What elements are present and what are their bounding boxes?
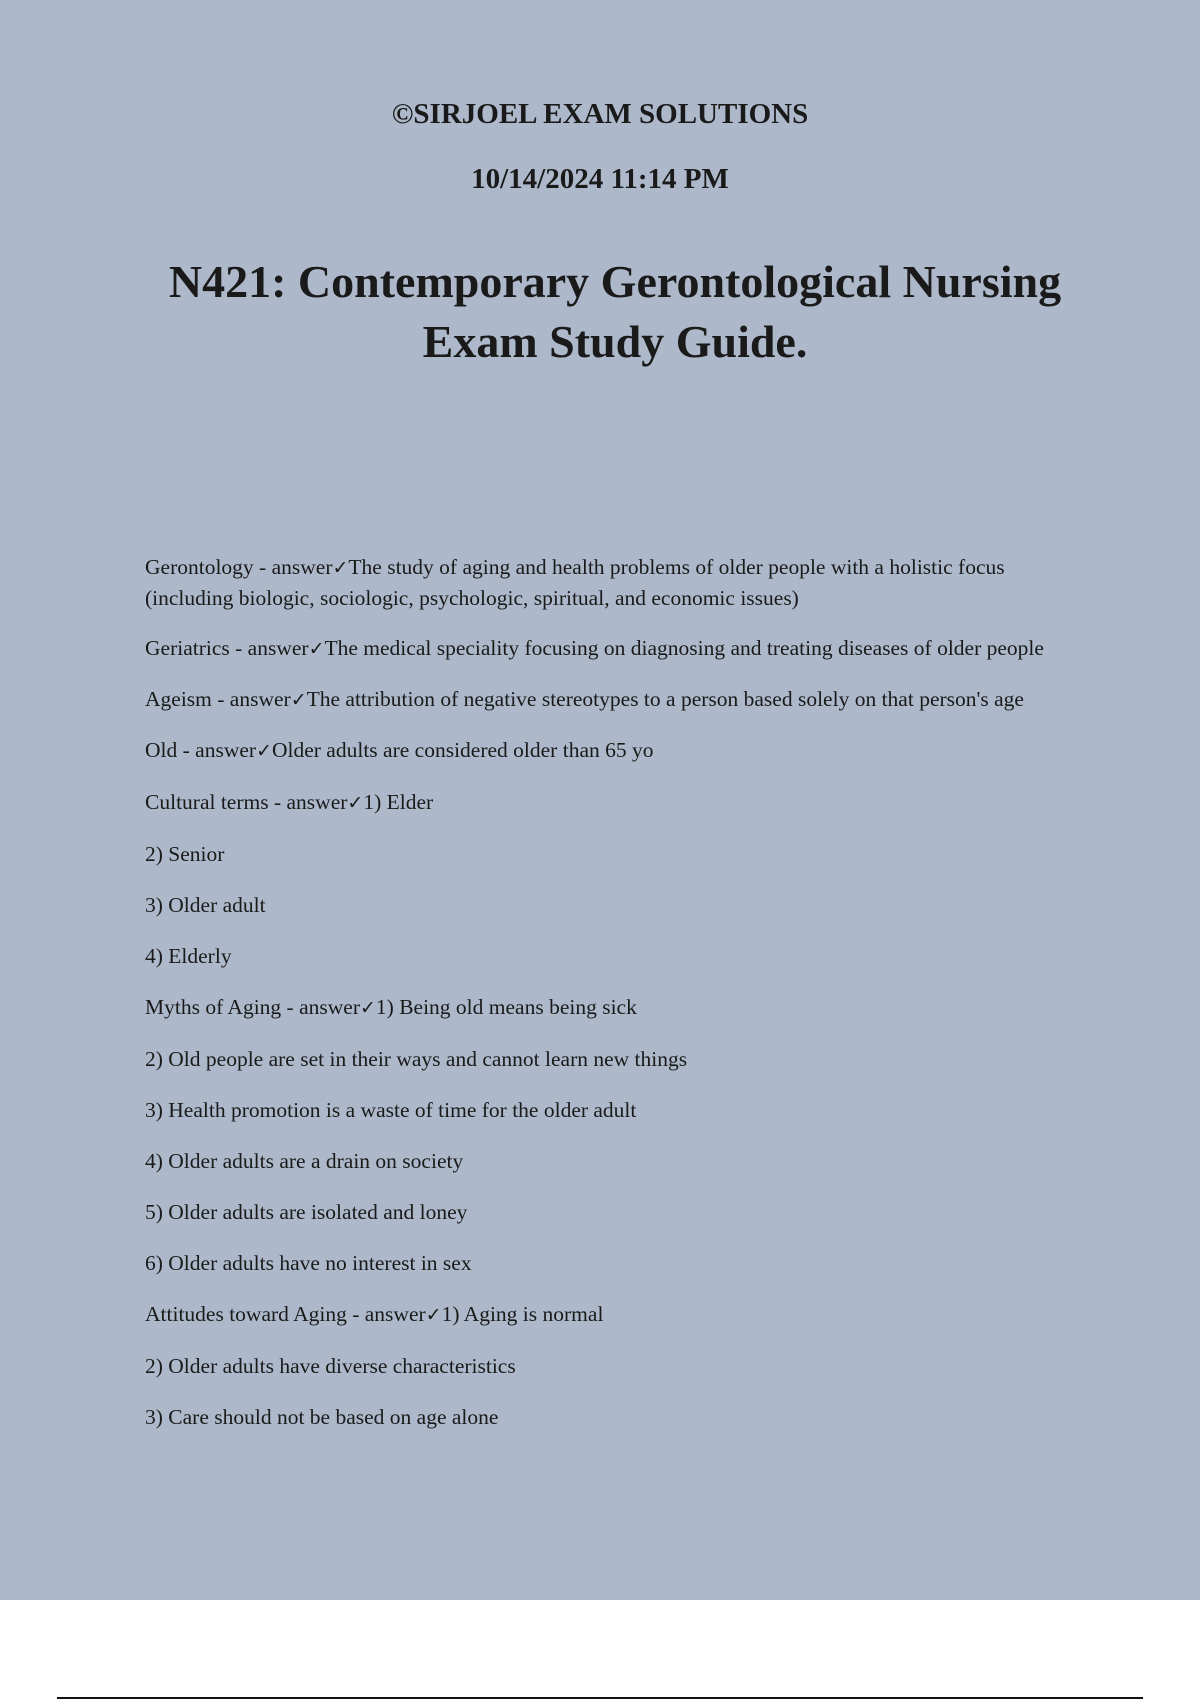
entry-geriatrics	[145, 633, 1095, 664]
check-icon: ✓	[425, 1304, 442, 1326]
document-title: N421: Contemporary Gerontological Nursing Exam Study Guide.	[168, 256, 1062, 367]
check-icon: ✓	[308, 638, 325, 660]
footer-divider	[57, 1697, 1143, 1699]
entry-answer: Older adults are considered older than 65 yo	[271, 738, 654, 762]
entry-answer: The medical speciality focusing on diagnosing and treating diseases of older people	[324, 636, 1044, 660]
document-datetime: 10/14/2024 11:14 PM	[471, 163, 729, 195]
list-item: 3) Health promotion is a waste of time for the older adult	[145, 1098, 637, 1122]
entry-answer: 1) Aging is normal	[441, 1302, 604, 1326]
list-item: 3) Older adult	[145, 893, 266, 917]
entry-term: Myths of Aging - answer	[145, 995, 360, 1019]
study-guide-content	[145, 552, 1095, 1453]
entry-term: Ageism - answer	[145, 687, 291, 711]
entry-myths-of-aging	[145, 992, 1095, 1023]
list-item: 6) Older adults have no interest in sex	[145, 1251, 472, 1275]
entry-attitudes-toward-aging	[145, 1299, 1095, 1330]
list-item: 5) Older adults are isolated and loney	[145, 1200, 468, 1224]
check-icon: ✓	[256, 740, 272, 762]
entry-gerontology	[145, 552, 1095, 613]
copyright-header: ©SIRJOEL EXAM SOLUTIONS	[391, 98, 809, 130]
list-item: 2) Older adults have diverse characteristics	[145, 1354, 516, 1378]
entry-cultural-terms	[145, 787, 1095, 818]
check-icon: ✓	[290, 689, 307, 711]
entry-term: Cultural terms - answer	[145, 790, 348, 814]
list-item: 2) Old people are set in their ways and cannot learn new things	[145, 1047, 688, 1071]
entry-answer: 1) Elder	[363, 790, 434, 814]
entry-term: Gerontology - answer	[145, 555, 333, 579]
entry-old	[145, 735, 1095, 766]
list-item: 2) Senior	[145, 842, 225, 866]
check-icon: ✓	[332, 557, 349, 579]
entry-answer: 1) Being old means being sick	[375, 995, 637, 1019]
entry-term: Old - answer	[145, 738, 257, 762]
list-item: 4) Elderly	[145, 944, 232, 968]
check-icon: ✓	[359, 997, 376, 1019]
entry-term: Attitudes toward Aging - answer	[145, 1302, 426, 1326]
entry-ageism	[145, 684, 1095, 715]
entry-term: Geriatrics - answer	[145, 636, 309, 660]
entry-answer: The study of aging and health problems of older people with a holistic focus (including biologic, sociologic, psychologic, spiritual, and economic issues)	[145, 555, 1005, 610]
list-item: 3) Care should not be based on age alone	[145, 1405, 499, 1429]
list-item: 4) Older adults are a drain on society	[145, 1149, 464, 1173]
check-icon: ✓	[347, 792, 364, 814]
entry-answer: The attribution of negative stereotypes to a person based solely on that person's age	[306, 687, 1024, 711]
